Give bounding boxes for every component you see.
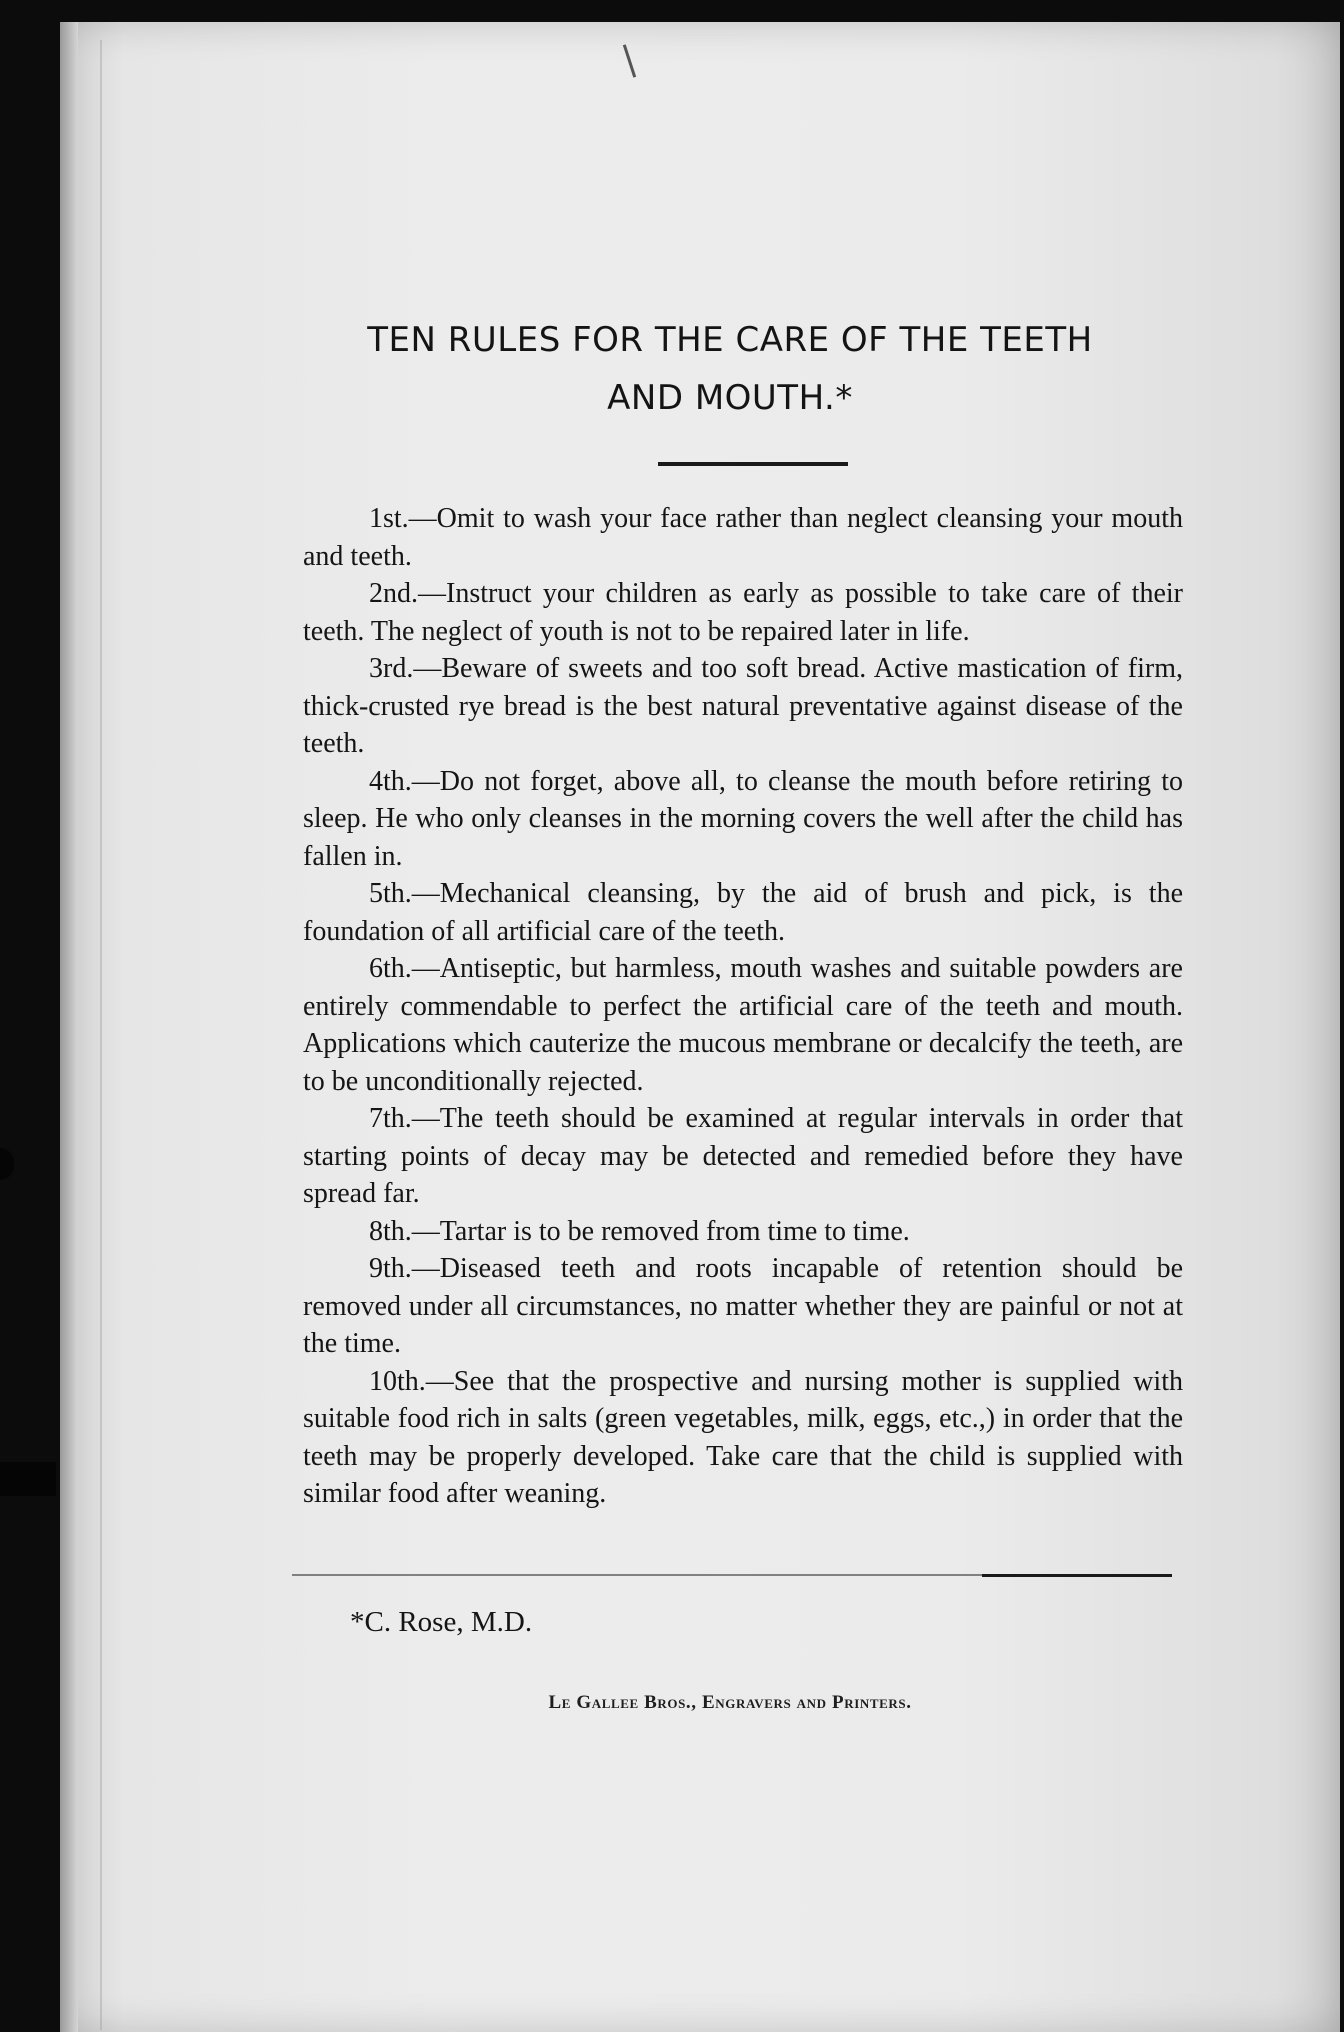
rule-item: 10th.—See that the prospective and nursing mother is supplied with suitable food rich in salts (green vegetables, milk, eggs, etc.,) in order that the teeth may be properly developed. Take care that the child is supplied with similar food after weaning. [303, 1365, 1183, 1509]
binding-mark-lower [0, 1462, 56, 1496]
footnote-divider-thin [292, 1574, 984, 1576]
rule-item: 4th.—Do not forget, above all, to cleanse the mouth before retiring to sleep. He who only cleanses in the morning covers the well after the child has fallen in. [303, 765, 1183, 872]
document-title-line-1: TEN RULES FOR THE CARE OF THE TEETH [367, 320, 1093, 360]
footnote-divider-thick [982, 1574, 1172, 1577]
document-title-line-2: AND MOUTH.* [607, 378, 853, 418]
rule-item: 7th.—The teeth should be examined at regular intervals in order that starting points of decay may be detected and remedied before they have spread far. [303, 1103, 1183, 1209]
title-underline [658, 462, 848, 466]
rule-item: 8th.—Tartar is to be removed from time to time. [369, 1215, 910, 1247]
printer-credit: Le Gallee Bros., Engravers and Printers. [548, 1692, 912, 1713]
paper-left-edge [60, 22, 78, 2032]
rule-item: 3rd.—Beware of sweets and too soft bread. Active mastication of firm, thick-crusted rye bread is the best natural preventative against disease of the teeth. [303, 653, 1183, 759]
binding-mark-upper [0, 1148, 14, 1180]
rules-list [303, 500, 1183, 1513]
rule-item: 6th.—Antiseptic, but harmless, mouth washes and suitable powders are entirely commendable to perfect the artificial care of the teeth and mouth. Applications which cauterize the mucous membrane or decalcify the teeth, are to be unconditionally rejected. [303, 953, 1183, 1097]
rule-item: 9th.—Diseased teeth and roots incapable of retention should be removed under all circumstances, no matter whether they are painful or not at the time. [303, 1253, 1183, 1359]
footnote-author: *C. Rose, M.D. [350, 1606, 533, 1638]
rule-item: 2nd.—Instruct your children as early as possible to take care of their teeth. The neglect of youth is not to be repaired later in life. [303, 578, 1183, 647]
rule-item: 1st.—Omit to wash your face rather than neglect cleansing your mouth and teeth. [303, 503, 1183, 572]
rule-item: 5th.—Mechanical cleansing, by the aid of brush and pick, is the foundation of all artificial care of the teeth. [303, 878, 1183, 947]
fold-line [100, 40, 102, 2030]
